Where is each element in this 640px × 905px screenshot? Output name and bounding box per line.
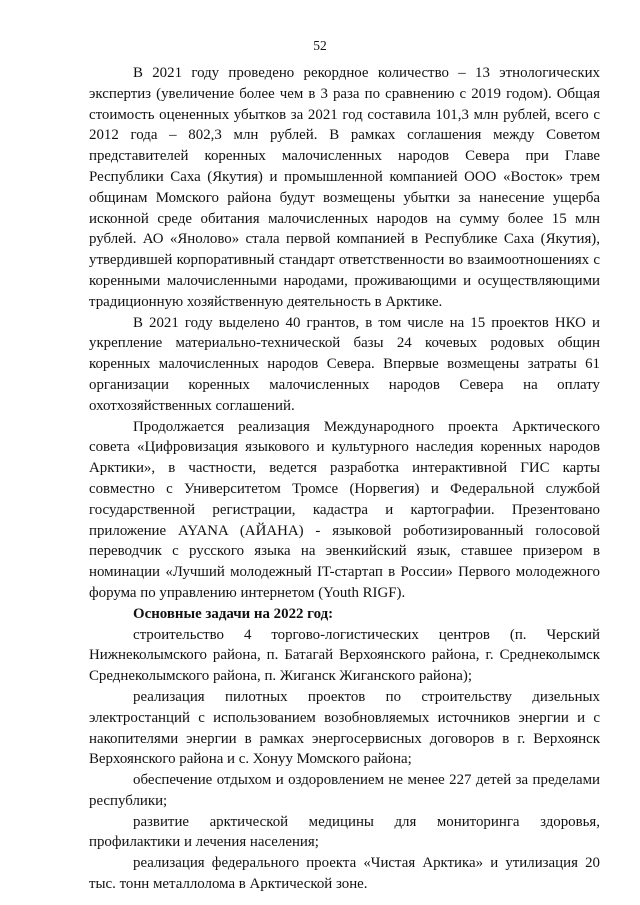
paragraph-grants: В 2021 году выделено 40 грантов, в том числе на 15 проектов НКО и укрепление материально-технической базы 24 кочевых родовых общин коренных малочисленных народов Севера. Впервые возмещены затраты 61 организации коренных малочисленных народов Севера на оплату охотхозяйственных соглашений.	[89, 314, 600, 414]
task-item-logistics-centers: строительство 4 торгово-логистических центров (п. Черский Нижнеколымского района, п. Батагай Верхоянского района, г. Среднеколымск Среднеколымского района, п. Жиганск Жиганского района);	[89, 626, 600, 685]
paragraph-digitalization-project: Продолжается реализация Международного проекта Арктического совета «Цифровизация языкового и культурного наследия коренных народов Арктики», в частности, ведется разработка интерактивной ГИС карты совместно с Университетом Тромсе (Норвегия) и Федеральной службой государственной регистрации, кадастра и картографии. Презентовано приложение AYANA (АЙАНА) - языковой роботизированный голосовой переводчик с русского языка на эвенкийский язык, ставшее призером в номинации «Лучший молодежный IT-стартап в России» Первого молодежного форума по управлению интернетом (Youth RIGF).	[89, 418, 600, 601]
document-body	[89, 63, 600, 895]
task-item-arctic-medicine: развитие арктической медицины для мониторинга здоровья, профилактики и лечения населения;	[89, 813, 600, 851]
task-item-clean-arctic: реализация федерального проекта «Чистая Арктика» и утилизация 20 тыс. тонн металлолома в Арктической зоне.	[89, 855, 600, 893]
page-number: 52	[313, 38, 327, 53]
section-heading-tasks-2022: Основные задачи на 2022 год:	[133, 605, 334, 622]
task-item-children-recreation: обеспечение отдыхом и оздоровлением не менее 227 детей за пределами республики;	[89, 772, 600, 809]
task-item-power-plants: реализация пилотных проектов по строительству дизельных электростанций с использованием возобновляемых источников энергии и с накопителями энергии в рамках энергосервисных договоров в г. Верхоянск Верхоянского района и с. Хонуу Момского района;	[89, 688, 600, 768]
paragraph-ethnological-expertise: В 2021 году проведено рекордное количество – 13 этнологических экспертиз (увеличение более чем в 3 раза по сравнению с 2019 годом). Общая стоимость оцененных убытков за 2021 год составила 101,3 млн рублей, всего с 2012 года – 802,3 млн рублей. В рамках соглашения между Советом представителей коренных малочисленных народов Севера при Главе Республики Саха (Якутия) и промышленной компанией ООО «Восток» трем общинам Момского района будут возмещены убытки за нанесение ущерба исконной среде обитания малочисленных народов на сумму более 15 млн рублей. АО «Янолово» стала первой компанией в Республике Саха (Якутия), утвердившей корпоративный стандарт ответственности во взаимоотношениях с коренными малочисленными народами, проживающими и осуществляющими традиционную хозяйственную деятельность в Арктике.	[89, 65, 600, 310]
